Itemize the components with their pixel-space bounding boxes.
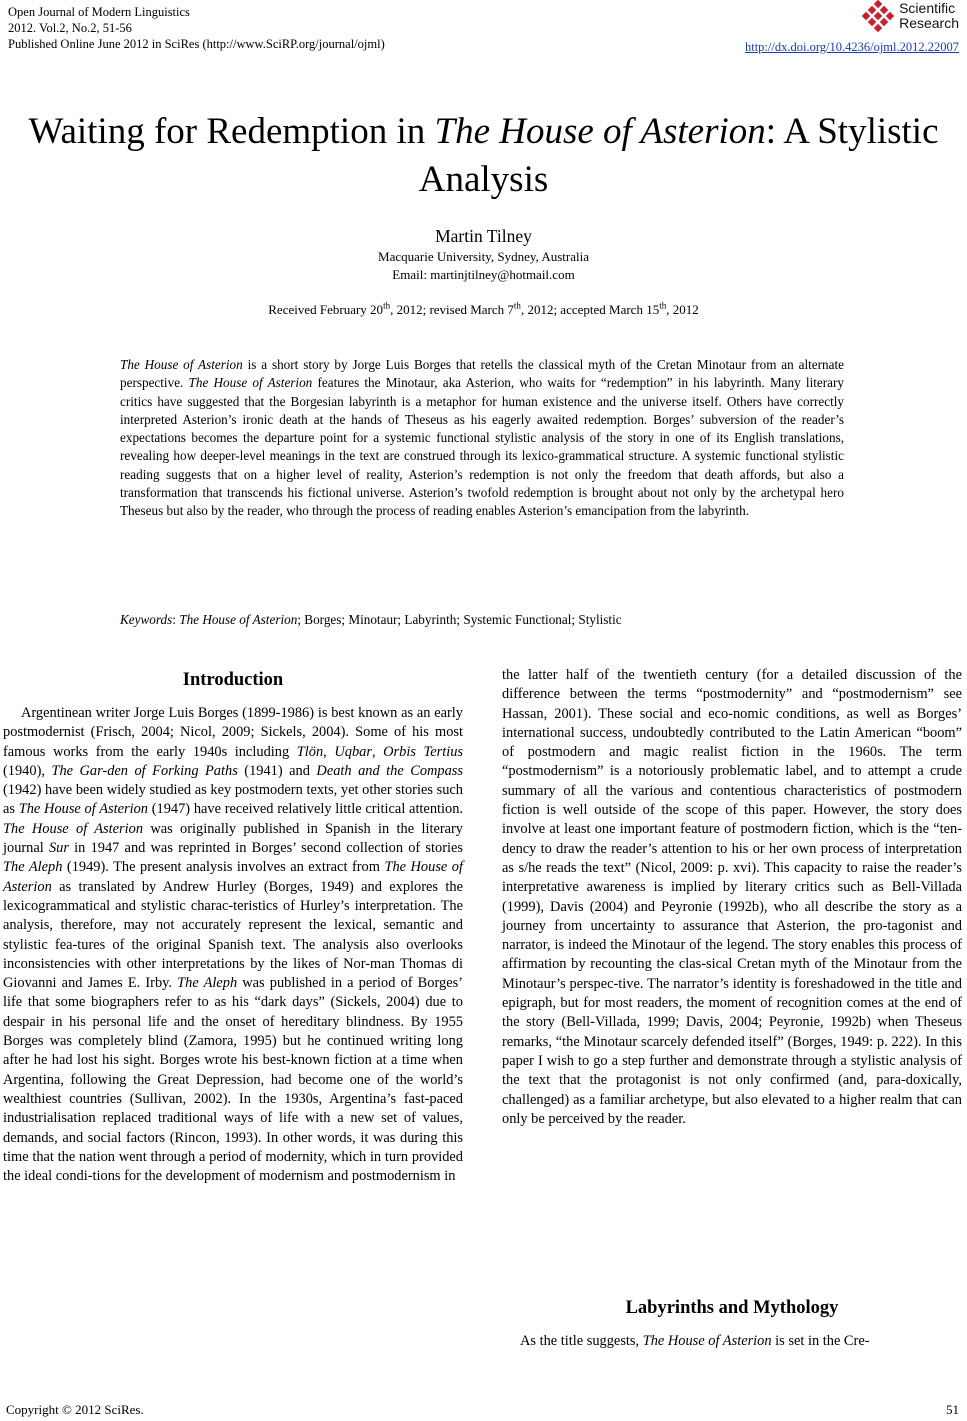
logo-line-2: Research [899, 15, 959, 31]
section-heading-introduction: Introduction [182, 670, 284, 690]
publisher-logo [861, 0, 959, 36]
section-heading-labyrinths: Labyrinths and Mythology [625, 1298, 839, 1318]
page-number: 51 [946, 1402, 959, 1417]
affiliation: Macquarie University, Sydney, Australia [378, 249, 589, 264]
keywords: Keywords: The House of Asterion; Borges; Minotaur; Labyrinth; Systemic Functional; Stylistic [120, 612, 622, 627]
column-left [3, 704, 463, 1186]
doi-link[interactable]: http://dx.doi.org/10.4236/ojml.2012.22007 [744, 40, 959, 54]
scientific-research-logo-icon [861, 0, 895, 32]
publication-info: Published Online June 2012 in SciRes (http://www.SciRP.org/journal/ojml) [8, 37, 385, 51]
paper-title: Waiting for Redemption in The House of Asterion: A Stylistic Analysis [28, 111, 939, 200]
journal-name: Open Journal of Modern Linguistics [8, 5, 190, 19]
abstract: The House of Asterion is a short story by Jorge Luis Borges that retells the classical myth of the Cretan Minotaur from an alternate perspective. The House of Asterion features the Minotaur, aka Asterion, who waits for “redemption” in his labyrinth. Many literary critics have suggested that the Borgesian labyrinth is a metaphor for human existence and the universe itself. Others have correctly interpreted Asterion’s ironic death at the hands of Theseus as his eagerly awaited redemption. Borges’ subversion of the reader’s expectations becomes the departure point for a systemic functional stylistic analysis of the story in one of its English translations, revealing how deeper-level meanings in the text are construed through its lexico-grammatical structure. A systemic functional stylistic reading suggests that on a higher level of reality, Asterion’s redemption is not only the freedom that death affords, but also a transformation that transcends his fictional universe. Asterion’s twofold redemption is brought about not only by the archetypal hero Theseus but also by the reader, who through the process of reading enables Asterion’s emancipation from the labyrinth. [120, 357, 844, 519]
column-right [502, 666, 962, 1129]
journal-volume: 2012. Vol.2, No.2, 51-56 [8, 21, 132, 35]
keywords-label: Keywords [120, 612, 173, 627]
title-italic: The House of Asterion [434, 111, 766, 152]
intro-paragraph: Argentinean writer Jorge Luis Borges (1899-1986) is best known as an early postmodernist (Frisch, 2004; Nicol, 2009; Sickels, 2004). Some of his most famous works from the early 1940s including Tlön, Uqbar, Orbis Tertius (1940), The Gar-den of Forking Paths (1941) and Death and the Compass (1942) have been widely studied as key postmodern texts, yet other stories such as The House of Asterion (1947) have received relatively little critical attention. The House of Asterion was originally published in Spanish in the literary journal Sur in 1947 and was reprinted in Borges’ second collection of stories The Aleph (1949). The present analysis involves an extract from The House of Asterion as translated by Andrew Hurley (Borges, 1949) and explores the lexicogrammatical and stylistic charac-teristics of Hurley’s interpretation. The analysis, therefore, may not accurately represent the lexical, semantic and stylistic fea-tures of the original Spanish text. The analysis also overlooks inconsistencies with other interpretations by the likes of Nor-man Thomas di Giovanni and James E. Irby. The Aleph was published in a period of Borges’ life that some biographers refer to as his “dark days” (Sickels, 2004) due to despair in his personal life and the onset of hereditary blindness. By 1955 Borges was completely blind (Zamora, 1995) but he continued writing long after he had lost his sight. Borges wrote his best-known fiction at a time when Argentina, following the Great Depression, had become one of the world’s wealthiest countries (Sullivan, 2002). In the 1930s, Argentina’s fast-paced industrialisation replaced traditional ways of life with a new set of values, demands, and social factors (Rincon, 1993). In other words, it was during this time that the nation went through a period of modernity, which in turn provided the ideal condi-tions for the development of modernism and postmodernism in [3, 705, 464, 1185]
right-paragraph: the latter half of the twentieth century (for a detailed discussion of the difference between the terms “postmodernity” and “postmodernism” see Hassan, 2001). These social and eco-nomic conditions, as well as Borges’ international success, undoubtedly contributed to the Latin American “boom” of postmodern and magic realist fiction in the 1960s. The term “postmodernism” is a notoriously problematic label, and to attempt a crude summary of all the various and contentious characteristics of postmodern fiction is well outside of the scope of this paper. However, the story does involve at least one important feature of postmodern fiction, which is the “ten-dency to draw the reader’s attention to his or her own process of interpretation as s/he reads the text” (Nicol, 2009: p. xvi). This capacity to raise the reader’s interpretative awareness is implied by literary critics such as Bell-Villada (1999), Davis (2004) and Peyronie (1992b), who all describe the story as a journey from uncertainty to assurance that Asterion, the pro-tagonist and narrator, is indeed the Minotaur of the legend. The story enables this process of affirmation by recounting the clas-sical Cretan myth of the Minotaur from the Minotaur’s perspec-tive. The narrator’s identity is foreshadowed in the title and epigraph, but for most readers, the moment of recognition comes at the end of the story (Bell-Villada, 1999; Davis, 2004; Peyronie, 1992b) when Theseus remarks, “the Minotaur scarcely defended itself” (Borges, 1949: p. 222). In this paper I wish to go a step further and demonstrate through a stylistic analysis of the text that the protagonist is not only confirmed (and, para-doxically, challenged) as a familiar archetype, but also elevated to a higher realm that can only be perceived by the reader. [502, 667, 962, 1127]
labyrinths-paragraph: As the title suggests, The House of Asterion is set in the Cre- [520, 1333, 870, 1349]
copyright: Copyright © 2012 SciRes. [6, 1402, 144, 1417]
author-email: Email: martinjtilney@hotmail.com [392, 267, 575, 282]
running-header [8, 4, 385, 52]
received-dates: Received February 20th, 2012; revised March 7th, 2012; accepted March 15th, 2012 [268, 300, 699, 317]
logo-line-1: Scientific [899, 0, 956, 16]
author-name: Martin Tilney [435, 226, 532, 246]
author-affiliation [0, 248, 967, 284]
